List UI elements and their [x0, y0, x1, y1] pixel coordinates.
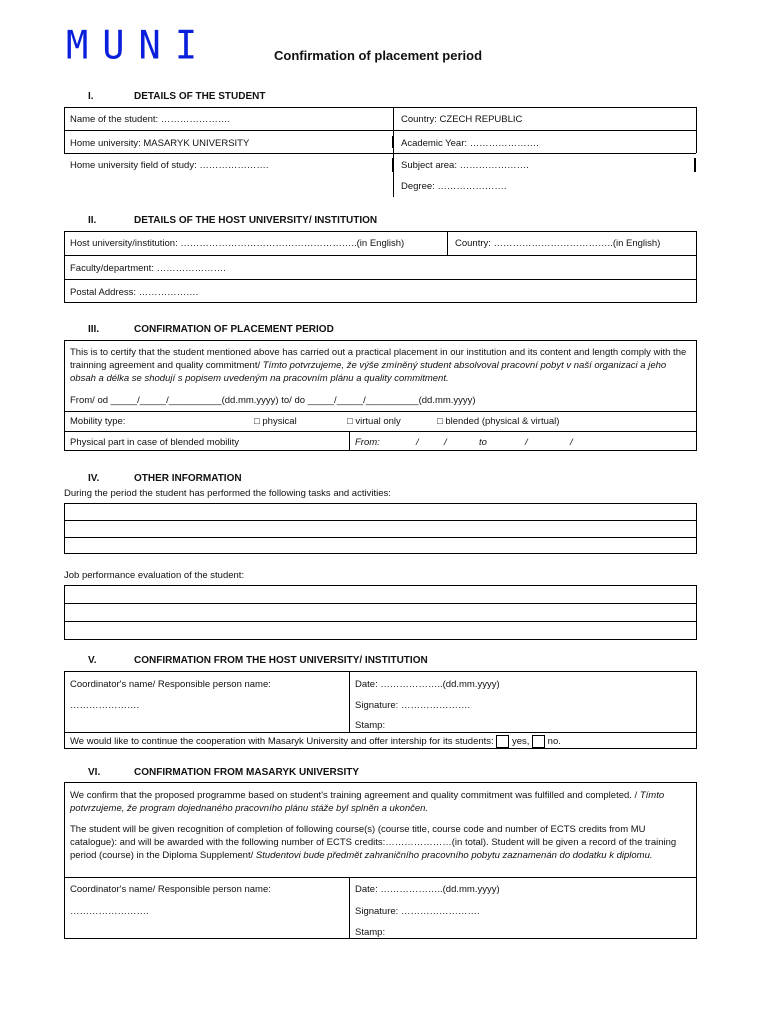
mobility-blended-checkbox[interactable]: □ blended (physical & virtual): [437, 416, 560, 427]
subject-area-field[interactable]: Subject area: ………………….: [401, 160, 529, 171]
divider: [349, 671, 350, 732]
blended-to-label: to: [479, 437, 487, 448]
from-to-dates-field[interactable]: From/ od _____/_____/__________(dd.mm.yyyy) to/ do _____/_____/__________(dd.mm.yyyy): [70, 395, 476, 406]
divider: [64, 107, 696, 108]
divider: [696, 107, 697, 153]
section-title: DETAILS OF THE STUDENT: [134, 91, 266, 102]
mu-coordinator-name-field[interactable]: …………………….: [70, 906, 149, 917]
mu-signature-field[interactable]: Signature: …………………….: [355, 906, 480, 917]
section-3-heading: [88, 324, 334, 335]
continue-cooperation-row: [70, 735, 561, 748]
divider: [447, 231, 448, 255]
host-institution-field[interactable]: Host university/institution: ………………………………………………..(in English): [70, 238, 405, 249]
student-name-field[interactable]: Name of the student: ………………….: [70, 114, 230, 125]
date-separator: /: [525, 437, 528, 448]
evaluation-lines[interactable]: [64, 585, 697, 640]
date-separator: /: [416, 437, 419, 448]
divider: [64, 431, 696, 432]
page-title: Confirmation of placement period: [274, 48, 483, 63]
tasks-label: During the period the student has performed the following tasks and activities:: [64, 488, 391, 499]
evaluation-label: Job performance evaluation of the student:: [64, 570, 245, 581]
faculty-field[interactable]: Faculty/department: ………………….: [70, 263, 226, 274]
postal-address-field[interactable]: Postal Address: ……………….: [70, 287, 199, 298]
section-title: CONFIRMATION FROM THE HOST UNIVERSITY/ INSTITUTION: [134, 655, 428, 666]
academic-year-field[interactable]: Academic Year: ………………….: [401, 138, 539, 149]
blended-from-label: From:: [355, 437, 380, 448]
divider: [64, 107, 65, 153]
section-number: IV.: [88, 473, 100, 484]
mu-coordinator-name-label: Coordinator's name/ Responsible person name:: [70, 884, 271, 895]
home-university-field[interactable]: Home university: MASARYK UNIVERSITY: [70, 138, 250, 149]
divider: [64, 130, 696, 131]
section-number: VI.: [88, 767, 101, 778]
date-separator: /: [570, 437, 573, 448]
no-checkbox[interactable]: [532, 735, 545, 748]
mu-confirm-paragraph: We confirm that the proposed programme based on student's training agreement and quality commitment was fulfilled and completed. / Tímto potvrzujeme, že program dojednaného pracovního plánu stáže byl splněn a ukončen.: [70, 790, 665, 814]
host-coordinator-name-label: Coordinator's name/ Responsible person name:: [70, 679, 271, 690]
host-country-field[interactable]: Country: ………………………………..(in English): [455, 238, 661, 249]
yes-checkbox[interactable]: [496, 735, 509, 748]
muni-logo: MUNI: [66, 22, 212, 69]
tasks-lines[interactable]: [64, 503, 697, 554]
divider: [392, 136, 394, 148]
no-label: no.: [547, 736, 561, 748]
blended-mobility-label: Physical part in case of blended mobility: [70, 437, 239, 448]
divider: [64, 279, 696, 280]
section-5-heading: [88, 655, 428, 666]
divider: [64, 537, 696, 538]
divider: [64, 877, 696, 878]
mu-date-field[interactable]: Date: ………………..(dd.mm.yyyy): [355, 884, 500, 895]
divider: [64, 520, 696, 521]
date-separator: /: [444, 437, 447, 448]
divider: [349, 431, 350, 451]
divider: [64, 411, 696, 412]
section-title: CONFIRMATION OF PLACEMENT PERIOD: [134, 324, 334, 335]
recognition-paragraph: The student will be given recognition of completion of following course(s) (course title, course code and number of ECTS credits from MU catalogue): and will be awarded with the following number of ECTS credits:…………………(in total). Student will be given a record of the training period (course) in the Diploma Supplement/ Studentovi bude předmět zahraničního pracovního pobytu zaznamenán do dodatku k diplomu.: [70, 824, 677, 861]
section-number: V.: [88, 655, 97, 666]
yes-label: yes,: [511, 736, 530, 748]
certify-paragraph: This is to certify that the student mentioned above has carried out a practical placement in our institution and its content and length comply with the trainning agreement and quality commitment/ Tímto potvrzujeme, že výše zmíněný student absolvoval pracovní pobyt v naší organizaci a jeho obsah a délka se shodují s popisem uvedeným na pracovním plánu a quality commitment.: [70, 347, 687, 384]
section-4-heading: [88, 473, 242, 484]
divider: [64, 255, 696, 256]
section-1-heading: [88, 91, 265, 102]
degree-field[interactable]: Degree: ………………….: [401, 181, 507, 192]
mobility-virtual-checkbox[interactable]: □ virtual only: [347, 416, 401, 427]
section-number: III.: [88, 324, 100, 335]
host-date-field[interactable]: Date: ………………..(dd.mm.yyyy): [355, 679, 500, 690]
section-title: OTHER INFORMATION: [134, 473, 242, 484]
host-stamp-field[interactable]: Stamp:: [355, 720, 386, 731]
field-of-study-field[interactable]: Home university field of study: ………………….: [70, 160, 269, 171]
divider: [64, 732, 696, 733]
divider: [64, 621, 696, 622]
divider: [349, 877, 350, 939]
section-title: CONFIRMATION FROM MASARYK UNIVERSITY: [134, 767, 359, 778]
section-title: DETAILS OF THE HOST UNIVERSITY/ INSTITUTION: [134, 215, 378, 226]
section-2-heading: [88, 215, 377, 226]
section-number: I.: [88, 91, 94, 102]
divider: [392, 158, 394, 172]
section-6-heading: [88, 767, 359, 778]
mu-stamp-field[interactable]: Stamp:: [355, 927, 386, 938]
continue-cooperation-text: We would like to continue the cooperation with Masaryk University and offer intership for its students:: [70, 736, 494, 748]
host-signature-field[interactable]: Signature: ………………….: [355, 700, 471, 711]
divider: [393, 107, 394, 197]
divider: [64, 153, 696, 154]
mobility-physical-checkbox[interactable]: □ physical: [254, 416, 297, 427]
divider: [694, 158, 696, 172]
mobility-type-label: Mobility type:: [70, 416, 126, 427]
divider: [64, 603, 696, 604]
section-number: II.: [88, 215, 97, 226]
host-coordinator-name-field[interactable]: ………………….: [70, 700, 140, 711]
student-country-field[interactable]: Country: CZECH REPUBLIC: [401, 114, 523, 125]
